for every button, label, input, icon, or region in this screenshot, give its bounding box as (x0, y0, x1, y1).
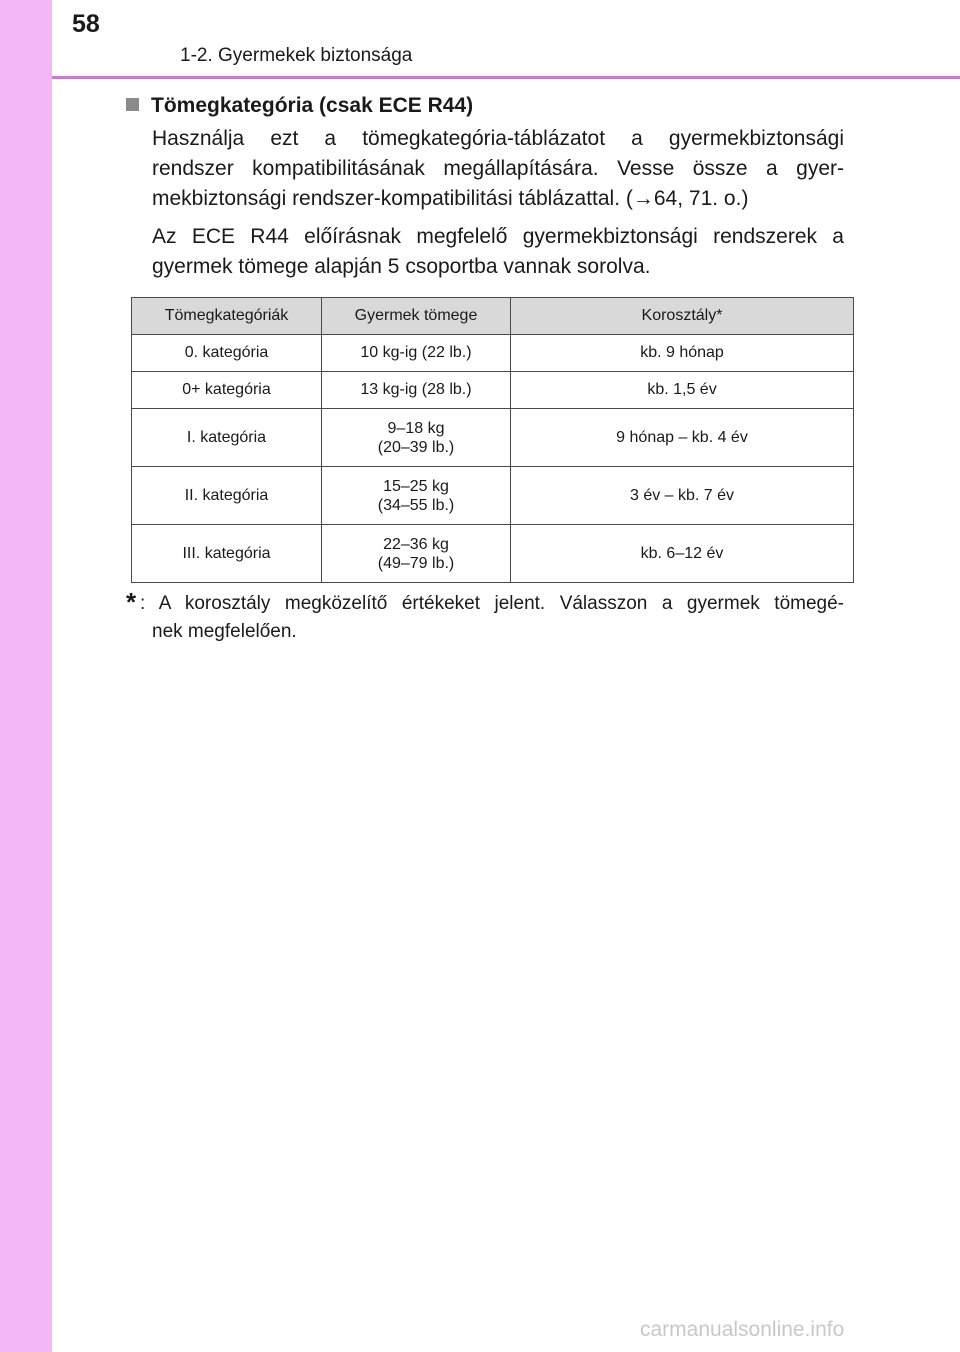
footnote (126, 587, 844, 646)
cell-category: 0+ kategória (132, 372, 322, 409)
section-heading (126, 94, 473, 118)
cell-category: II. kategória (132, 467, 322, 525)
weight-kg: 15–25 kg (383, 477, 449, 495)
weight-lb: (49–79 lb.) (377, 554, 455, 572)
watermark: carmanualsonline.info (640, 1318, 845, 1341)
cell-age: kb. 9 hónap (511, 335, 854, 372)
weight-kg: 9–18 kg (387, 419, 445, 437)
cell-age: kb. 6–12 év (511, 525, 854, 583)
chapter-title: 1-2. Gyermekek biztonsága (180, 45, 413, 66)
section-heading-text: Tömegkategória (csak ECE R44) (151, 94, 474, 117)
weight-lb: (20–39 lb.) (377, 438, 455, 456)
paragraph-line: Az ECE R44 előírásnak megfelelő gyermekbiztonsági rendszerek a (152, 225, 844, 248)
grouping-paragraph (152, 222, 844, 282)
header-divider (52, 76, 960, 79)
cell-weight (322, 467, 511, 525)
square-bullet-icon (126, 98, 139, 111)
table-row (132, 467, 854, 525)
paragraph-line: mekbiztonsági rendszer-kompatibilitási táblázattal. (→64, 71. o.) (152, 187, 749, 210)
header-cell-category: Tömegkategóriák (132, 298, 322, 335)
cell-weight: 10 kg-ig (22 lb.) (322, 335, 511, 372)
cell-age: 9 hónap – kb. 4 év (511, 409, 854, 467)
weight-lb: (34–55 lb.) (377, 496, 455, 514)
cell-weight: 13 kg-ig (28 lb.) (322, 372, 511, 409)
header-cell-age: Korosztály* (511, 298, 854, 335)
table-row (132, 409, 854, 467)
sidebar-band (0, 0, 52, 1352)
cell-weight (322, 409, 511, 467)
paragraph-line: Használja ezt a tömegkategória-táblázatot a gyermekbiztonsági (152, 127, 844, 150)
footnote-marker: * (126, 587, 137, 617)
cell-weight (322, 525, 511, 583)
cell-category: III. kategória (132, 525, 322, 583)
cell-category: I. kategória (132, 409, 322, 467)
footnote-line: nek megfelelően. (152, 621, 297, 642)
weight-kg: 22–36 kg (383, 535, 449, 553)
table-row (132, 335, 854, 372)
paragraph-line: gyermek tömege alapján 5 csoportba vannak sorolva. (152, 255, 651, 278)
table-row (132, 525, 854, 583)
cell-age: 3 év – kb. 7 év (511, 467, 854, 525)
table-row (132, 372, 854, 409)
paragraph-line: rendszer kompatibilitásának megállapítására. Vesse össze a gyer- (152, 157, 844, 180)
page-number: 58 (72, 10, 100, 38)
weight-category-table (131, 297, 854, 583)
cell-age: kb. 1,5 év (511, 372, 854, 409)
table-header-row (132, 298, 854, 335)
footnote-line: : A korosztály megközelítő értékeket jelent. Válasszon a gyermek tömegé- (140, 593, 844, 614)
header-cell-weight: Gyermek tömege (322, 298, 511, 335)
cell-category: 0. kategória (132, 335, 322, 372)
intro-paragraph (152, 124, 844, 214)
